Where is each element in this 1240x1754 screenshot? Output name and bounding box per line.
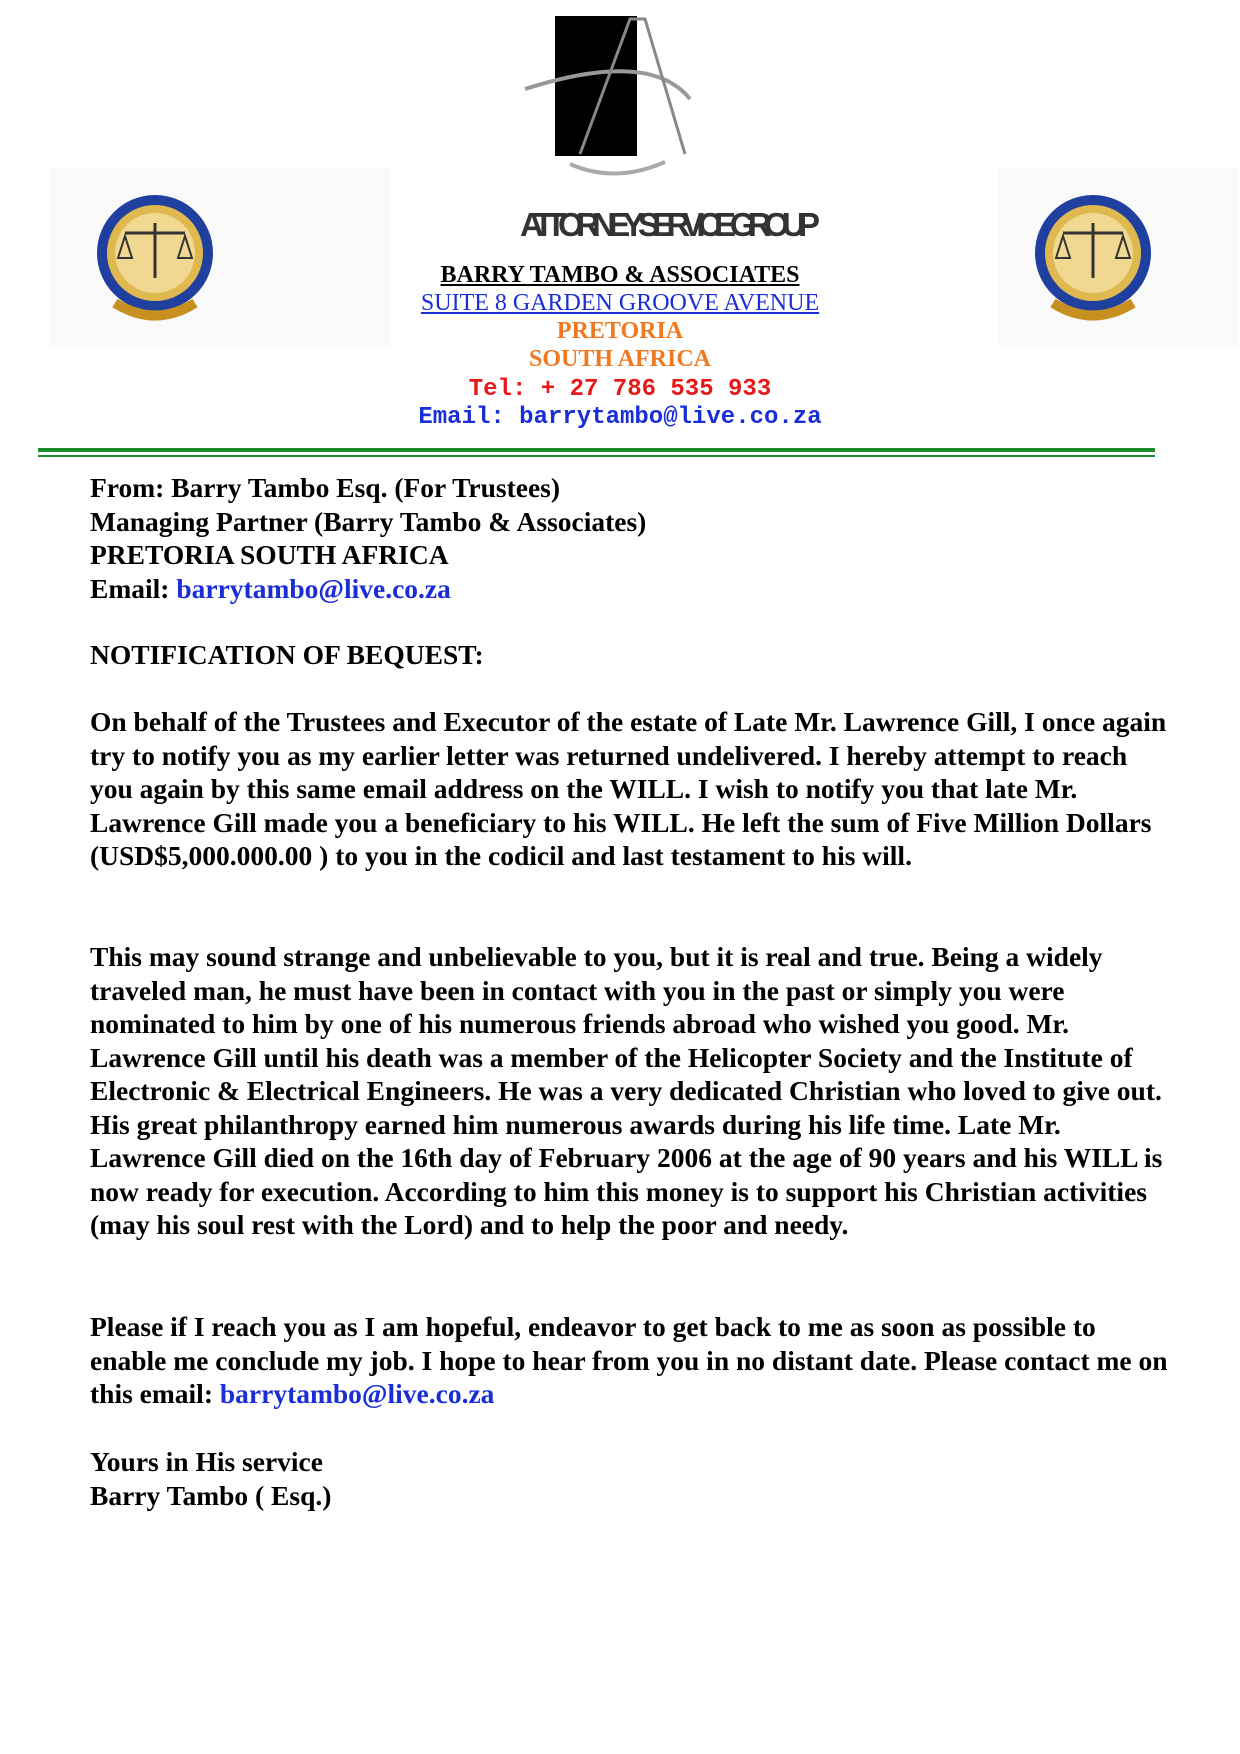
closing-paragraph [90,1310,1170,1411]
body-paragraph-1: On behalf of the Trustees and Executor of the estate of Late Mr. Lawrence Gill, I once again try to notify you as my earlier letter was returned undelivered. I hereby attempt to reach you again by this same email address on the WILL. I wish to notify you that late Mr. Lawrence Gill made you a beneficiary to his WILL. He left the sum of Five Million Dollars (USD$5,000.000.00 ) to you in the codicil and last testament to his will. [90,706,1167,871]
closing-paragraph-text: Please if I reach you as I am hopeful, endeavor to get back to me as soon as possible to enable me conclude my job. I hope to hear from you in no distant date. Please contact me on this email: [90,1311,1168,1409]
street-address-link[interactable]: SUITE 8 GARDEN GROOVE AVENUE [420,290,820,316]
firm-name: BARRY TAMBO & ASSOCIATES [440,262,800,288]
signoff-line-2: Barry Tambo ( Esq.) [90,1479,332,1511]
country: SOUTH AFRICA [528,346,712,372]
header-email: Email: barrytambo@live.co.za [418,404,822,431]
telephone: Tel: + 27 786 535 933 [468,376,772,403]
sender-from: From: Barry Tambo Esq. (For Trustees) [90,472,561,503]
divider-thick [38,448,1155,452]
body-paragraph-2: This may sound strange and unbelievable to you, but it is real and true. Being a widely traveled man, he must have been in contact with you in the past or simply you were nominated to him by one of his numerous friends abroad who wished you good. Mr. Lawrence Gill until his death was a member of the Helicopter Society and the Institute of Electronic & Electrical Engineers. He was a very dedicated Christian who loved to give out. His great philanthropy earned him numerous awards during his life time. Late Mr. Lawrence Gill died on the 16th day of February 2006 at the age of 90 years and his WILL is now ready for execution. According to him this money is to support his Christian activities (may his soul rest with the Lord) and to help the poor and needy. [90,941,1163,1240]
signoff-line-1: Yours in His service [90,1446,323,1477]
sender-location: PRETORIA SOUTH AFRICA [90,539,449,570]
attorney-service-group-logo [515,14,820,254]
logo-wordmark: ATTORNEY SERVICE GROUP [520,206,820,243]
sender-title: Managing Partner (Barry Tambo & Associates) [90,505,647,537]
signoff [90,1445,1170,1512]
sender-email-link[interactable]: barrytambo@live.co.za [176,572,451,604]
sender-email-label: Email: [90,572,177,604]
city: PRETORIA [556,318,684,344]
divider-thin [38,455,1155,457]
notice-heading: NOTIFICATION OF BEQUEST: [90,639,484,670]
closing-email-link[interactable]: barrytambo@live.co.za [219,1378,495,1409]
sender-email-line [90,572,1170,606]
sender-block [90,471,1170,605]
